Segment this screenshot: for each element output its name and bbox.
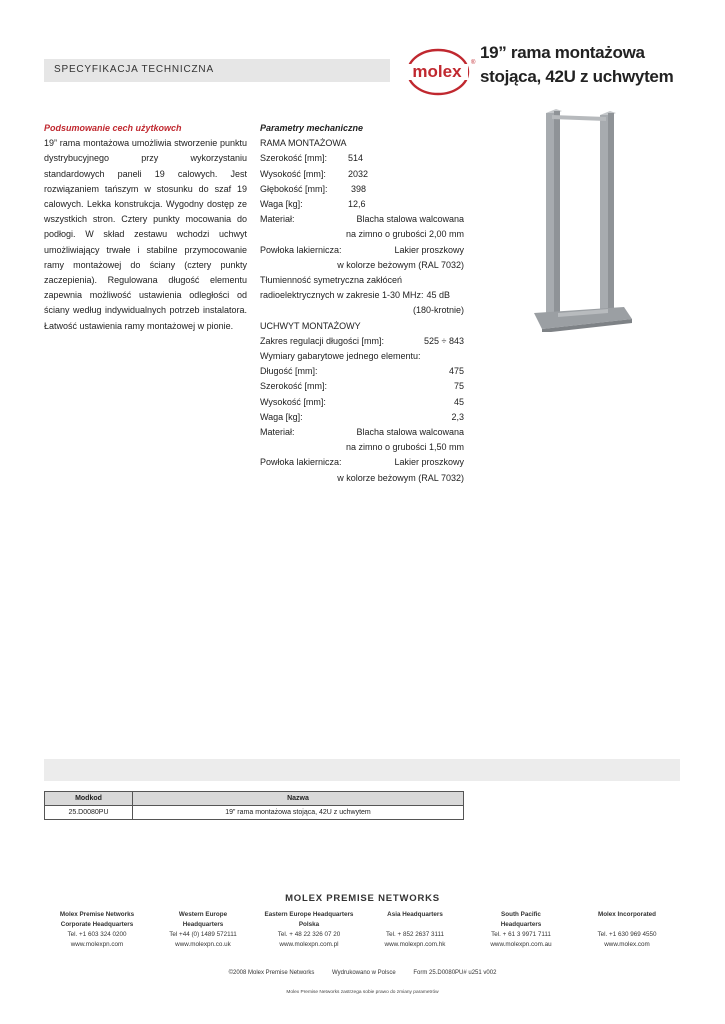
param-value: Blacha stalowa walcowana: [356, 214, 464, 225]
param-value: 2,3: [451, 411, 464, 422]
table-header-row: [45, 792, 464, 806]
param-value-cont: w kolorze beżowym (RAL 7032): [337, 472, 464, 483]
param-label: Głębokość [mm]:: [260, 183, 328, 194]
summary-heading: Podsumowanie cech użytkowch: [44, 123, 182, 133]
office-block: [256, 910, 362, 950]
registered-mark: ®: [471, 60, 476, 66]
office-phone: Tel. + 48 22 326 07 20: [277, 931, 341, 938]
office-website[interactable]: www.molexpn.co.uk: [175, 941, 231, 948]
form-number: Form 25.D0080PU# u251 v002: [413, 970, 497, 976]
param-value: Lakier proszkowy: [394, 457, 464, 468]
cell-code: 25.D0080PU: [45, 806, 133, 820]
param-label: Wysokość [mm]:: [260, 396, 326, 407]
office-name-2: Polska: [298, 921, 320, 928]
param-row: [260, 243, 464, 258]
bracket-heading: UCHWYT MONTAŻOWY: [260, 320, 361, 331]
office-name: Molex Premise Networks: [59, 911, 135, 918]
office-block: [362, 910, 468, 950]
param-row: [260, 182, 464, 197]
office-block: [468, 910, 574, 950]
rack-frame-image: [528, 107, 638, 332]
param-row: [260, 425, 464, 440]
param-value-cont: w kolorze beżowym (RAL 7032): [337, 259, 464, 270]
param-value: 398: [351, 183, 367, 194]
param-row: [260, 334, 464, 349]
office-phone: Tel +44 (0) 1489 572111: [169, 931, 237, 938]
param-label: Długość [mm]:: [260, 366, 318, 377]
param-label: radioelektrycznych w zakresie 1-30 MHz:: [260, 290, 424, 301]
param-label: Wysokość [mm]:: [260, 168, 326, 179]
param-row: [260, 197, 464, 212]
param-row: [260, 410, 464, 425]
table-row: [45, 806, 464, 820]
param-value-cont: na zimno o grubości 1,50 mm: [345, 442, 464, 453]
param-value: 525 ÷ 843: [424, 335, 464, 346]
office-name: South Pacific: [501, 911, 541, 918]
param-row: [260, 455, 464, 470]
dims-heading: Wymiary gabarytowe jednego elementu:: [260, 351, 421, 362]
param-label: Materiał:: [260, 427, 295, 438]
cell-name: 19” rama montażowa stojąca, 42U z uchwytem: [133, 806, 464, 820]
param-value: Lakier proszkowy: [394, 244, 464, 255]
office-website[interactable]: www.molexpn.com.au: [490, 941, 552, 948]
param-label: Zakres regulacji długości [mm]:: [260, 335, 385, 346]
col-header-name: Nazwa: [133, 792, 464, 806]
param-value: 45: [453, 396, 464, 407]
param-row: [260, 379, 464, 394]
mechanical-params: [260, 121, 464, 486]
office-name-2: [362, 920, 468, 930]
office-block: [44, 910, 150, 950]
title-line-1: 19” rama montażowa: [480, 43, 645, 62]
note-band: [44, 759, 680, 781]
printed-in: Wydrukowano w Polsce: [332, 970, 396, 976]
office-phone: Tel. +1 603 324 0200: [67, 931, 127, 938]
param-row: [260, 151, 464, 166]
office-phone: Tel. +1 630 969 4550: [597, 931, 657, 938]
office-phone: Tel. + 61 3 9971 7111: [491, 931, 551, 938]
attenuation-label: Tłumienność symetryczna zakłóceń: [260, 275, 403, 286]
office-website[interactable]: www.molexpn.com.hk: [384, 941, 446, 948]
param-label: Szerokość [mm]:: [260, 381, 328, 392]
doc-type-label: SPECYFIKACJA TECHNICZNA: [54, 64, 214, 75]
office-name-2: Corporate Headquarters: [60, 921, 134, 928]
param-value-cont: (180-krotnie): [412, 305, 464, 316]
copyright-line: [0, 970, 725, 976]
param-row: [260, 212, 464, 227]
office-block: [150, 910, 256, 950]
param-value: 514: [348, 153, 364, 164]
product-code-table: [44, 791, 464, 820]
footer-title: MOLEX PREMISE NETWORKS: [285, 893, 440, 904]
summary-section: [44, 121, 247, 334]
office-name: Eastern Europe Headquarters: [264, 911, 354, 918]
param-value: 475: [448, 366, 464, 377]
office-name: Western Europe: [178, 911, 228, 918]
col-header-code: Modkod: [45, 792, 133, 806]
office-website[interactable]: www.molex.com: [604, 941, 650, 948]
office-block: [574, 910, 680, 950]
param-row: [260, 288, 464, 303]
param-label: Powłoka lakiernicza:: [260, 244, 342, 255]
param-value: Blacha stalowa walcowana: [356, 427, 464, 438]
office-list: [44, 910, 680, 950]
param-row: [260, 364, 464, 379]
disclaimer: Molex Premise Networks zastrzega sobie prawo do zmiany parametrów: [286, 990, 439, 995]
office-name-2: [574, 920, 680, 930]
office-name-2: Headquarters: [182, 921, 224, 928]
summary-text: 19” rama montażowa umożliwia stworzenie punktu dystrybucyjnego przy wykorzystaniu standardowych paneli 19 calowych. Jest rozwiązaniem tańszym w stosunku do szaf 19 calowych. Lekka konstrukcja. Wygodny dostęp ze wszystkich stron. Cztery punkty mocowania do podłogi. W skład zestawu wchodzi uchwyt umożliwiający trwałe i stabilne przymocowanie ramy montażowej do ściany (cztery punkty zaczepienia). Regulowana długość elementu zapewnia możliwość ustawienia odległości od ściany według indywidualnych potrzeb instalatora. Łatwość ustawienia ramy montażowej w pionie.: [44, 138, 247, 331]
param-label: Waga [kg]:: [260, 411, 303, 422]
param-row: [260, 395, 464, 410]
param-value: 12,6: [348, 199, 366, 210]
office-phone: Tel. + 852 2637 3111: [385, 931, 445, 938]
frame-heading: RAMA MONTAŻOWA: [260, 138, 347, 149]
molex-logo: [398, 42, 478, 100]
office-name-2: Headquarters: [500, 921, 542, 928]
param-value: 2032: [348, 168, 369, 179]
param-value: 75: [453, 381, 464, 392]
param-label: Szerokość [mm]:: [260, 153, 328, 164]
logo-text: molex: [412, 62, 462, 81]
param-label: Materiał:: [260, 214, 295, 225]
office-name: Molex Incorporated: [597, 911, 657, 918]
param-row: [260, 167, 464, 182]
office-name: Asia Headquarters: [387, 911, 443, 918]
office-website[interactable]: www.molexpn.com.pl: [279, 941, 339, 948]
param-label: Waga [kg]:: [260, 199, 303, 210]
title-line-2: stojąca, 42U z uchwytem: [480, 67, 674, 86]
copyright: ©2008 Molex Premise Networks: [228, 970, 315, 976]
office-website[interactable]: www.molexpn.com: [70, 941, 124, 948]
param-label: Powłoka lakiernicza:: [260, 457, 342, 468]
param-value-cont: na zimno o grubości 2,00 mm: [345, 229, 464, 240]
page-title: [480, 41, 720, 89]
param-value: 45 dB: [426, 290, 450, 301]
params-heading: Parametry mechaniczne: [260, 123, 364, 133]
